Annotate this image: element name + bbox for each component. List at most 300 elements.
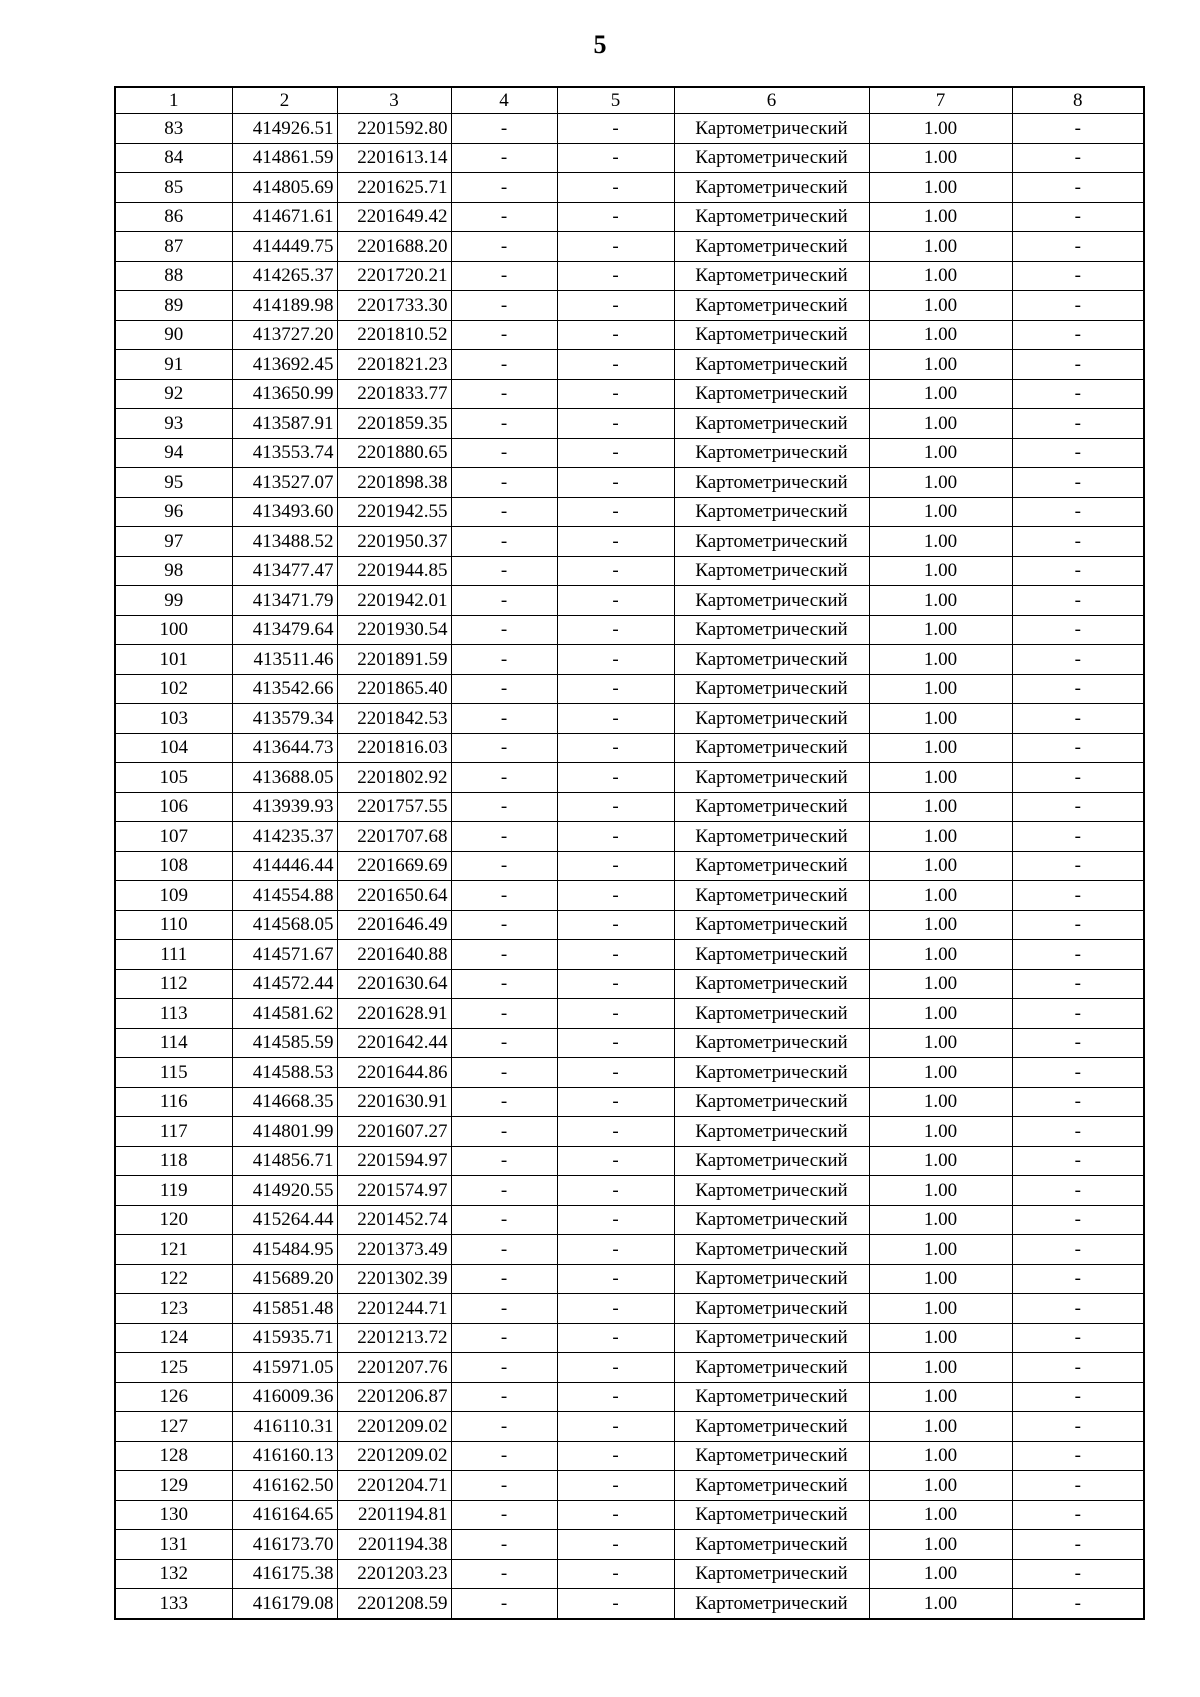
cell-y-coordinate: 2201452.74 [337,1205,451,1235]
cell-point-number: 121 [115,1235,232,1265]
cell-col-8: - [1012,320,1144,350]
table-row [115,763,1144,793]
table-row [115,202,1144,232]
cell-col-8: - [1012,379,1144,409]
cell-accuracy: 1.00 [869,999,1012,1029]
cell-y-coordinate: 2201669.69 [337,851,451,881]
cell-col-4: - [451,615,557,645]
cell-col-5: - [557,556,674,586]
cell-point-number: 128 [115,1441,232,1471]
cell-y-coordinate: 2201944.85 [337,556,451,586]
cell-col-8: - [1012,232,1144,262]
cell-col-8: - [1012,733,1144,763]
cell-y-coordinate: 2201865.40 [337,674,451,704]
cell-col-5: - [557,1353,674,1383]
cell-accuracy: 1.00 [869,232,1012,262]
cell-y-coordinate: 2201733.30 [337,291,451,321]
column-header-7: 7 [869,87,1012,114]
cell-method: Картометрический [674,1087,869,1117]
cell-col-5: - [557,1146,674,1176]
cell-point-number: 83 [115,114,232,144]
cell-method: Картометрический [674,792,869,822]
cell-point-number: 86 [115,202,232,232]
cell-method: Картометрический [674,556,869,586]
cell-x-coordinate: 414668.35 [232,1087,337,1117]
cell-col-4: - [451,291,557,321]
cell-col-4: - [451,350,557,380]
cell-col-8: - [1012,468,1144,498]
cell-col-8: - [1012,881,1144,911]
cell-col-4: - [451,1382,557,1412]
cell-accuracy: 1.00 [869,615,1012,645]
cell-y-coordinate: 2201644.86 [337,1058,451,1088]
cell-col-4: - [451,969,557,999]
cell-accuracy: 1.00 [869,350,1012,380]
cell-col-4: - [451,822,557,852]
table-row [115,645,1144,675]
cell-point-number: 117 [115,1117,232,1147]
cell-col-8: - [1012,1087,1144,1117]
cell-method: Картометрический [674,291,869,321]
cell-y-coordinate: 2201688.20 [337,232,451,262]
cell-point-number: 91 [115,350,232,380]
cell-col-8: - [1012,645,1144,675]
cell-y-coordinate: 2201592.80 [337,114,451,144]
page-number: 5 [593,30,607,59]
cell-x-coordinate: 415264.44 [232,1205,337,1235]
cell-col-4: - [451,792,557,822]
cell-y-coordinate: 2201628.91 [337,999,451,1029]
cell-col-4: - [451,379,557,409]
cell-x-coordinate: 416164.65 [232,1500,337,1530]
cell-x-coordinate: 414588.53 [232,1058,337,1088]
cell-y-coordinate: 2201373.49 [337,1235,451,1265]
table-row [115,556,1144,586]
cell-x-coordinate: 414920.55 [232,1176,337,1206]
table-row [115,822,1144,852]
cell-accuracy: 1.00 [869,1382,1012,1412]
cell-accuracy: 1.00 [869,1294,1012,1324]
cell-method: Картометрический [674,438,869,468]
cell-col-8: - [1012,291,1144,321]
cell-col-4: - [451,1500,557,1530]
cell-x-coordinate: 414926.51 [232,114,337,144]
cell-method: Картометрический [674,202,869,232]
cell-col-8: - [1012,1294,1144,1324]
cell-accuracy: 1.00 [869,763,1012,793]
table-row [115,114,1144,144]
cell-col-4: - [451,143,557,173]
cell-col-5: - [557,261,674,291]
cell-col-8: - [1012,969,1144,999]
cell-col-5: - [557,645,674,675]
cell-method: Картометрический [674,645,869,675]
cell-col-5: - [557,822,674,852]
cell-col-8: - [1012,173,1144,203]
cell-method: Картометрический [674,999,869,1029]
cell-y-coordinate: 2201891.59 [337,645,451,675]
cell-col-8: - [1012,615,1144,645]
cell-col-8: - [1012,438,1144,468]
column-header-3: 3 [337,87,451,114]
cell-accuracy: 1.00 [869,881,1012,911]
cell-col-5: - [557,999,674,1029]
table-row [115,1294,1144,1324]
table-row [115,851,1144,881]
cell-accuracy: 1.00 [869,1471,1012,1501]
cell-y-coordinate: 2201209.02 [337,1441,451,1471]
cell-accuracy: 1.00 [869,1235,1012,1265]
cell-method: Картометрический [674,1176,869,1206]
cell-method: Картометрический [674,1028,869,1058]
cell-y-coordinate: 2201630.91 [337,1087,451,1117]
cell-x-coordinate: 413479.64 [232,615,337,645]
cell-accuracy: 1.00 [869,1117,1012,1147]
cell-y-coordinate: 2201208.59 [337,1589,451,1619]
cell-method: Картометрический [674,1382,869,1412]
cell-accuracy: 1.00 [869,438,1012,468]
cell-y-coordinate: 2201859.35 [337,409,451,439]
cell-col-5: - [557,1412,674,1442]
cell-x-coordinate: 414446.44 [232,851,337,881]
cell-accuracy: 1.00 [869,497,1012,527]
cell-col-4: - [451,1353,557,1383]
cell-x-coordinate: 414861.59 [232,143,337,173]
cell-accuracy: 1.00 [869,468,1012,498]
cell-col-4: - [451,497,557,527]
cell-accuracy: 1.00 [869,173,1012,203]
cell-method: Картометрический [674,674,869,704]
cell-y-coordinate: 2201574.97 [337,1176,451,1206]
cell-col-8: - [1012,851,1144,881]
cell-x-coordinate: 414801.99 [232,1117,337,1147]
cell-y-coordinate: 2201302.39 [337,1264,451,1294]
cell-method: Картометрический [674,143,869,173]
cell-col-5: - [557,114,674,144]
cell-y-coordinate: 2201930.54 [337,615,451,645]
cell-y-coordinate: 2201607.27 [337,1117,451,1147]
table-row [115,586,1144,616]
table-row [115,969,1144,999]
cell-col-5: - [557,1294,674,1324]
cell-col-5: - [557,792,674,822]
cell-col-5: - [557,851,674,881]
cell-col-5: - [557,881,674,911]
cell-col-8: - [1012,1382,1144,1412]
table-row [115,910,1144,940]
cell-method: Картометрический [674,1235,869,1265]
cell-x-coordinate: 414235.37 [232,822,337,852]
cell-point-number: 97 [115,527,232,557]
cell-col-5: - [557,969,674,999]
cell-method: Картометрический [674,969,869,999]
cell-col-5: - [557,438,674,468]
cell-col-5: - [557,379,674,409]
cell-method: Картометрический [674,1559,869,1589]
cell-col-5: - [557,497,674,527]
table-row [115,1264,1144,1294]
cell-col-5: - [557,173,674,203]
cell-x-coordinate: 413587.91 [232,409,337,439]
cell-col-8: - [1012,527,1144,557]
cell-method: Картометрический [674,1205,869,1235]
cell-y-coordinate: 2201209.02 [337,1412,451,1442]
cell-col-4: - [451,468,557,498]
cell-col-4: - [451,910,557,940]
cell-y-coordinate: 2201833.77 [337,379,451,409]
cell-method: Картометрический [674,881,869,911]
cell-col-5: - [557,1530,674,1560]
cell-method: Картометрический [674,1589,869,1619]
table-row [115,232,1144,262]
cell-col-5: - [557,1028,674,1058]
cell-y-coordinate: 2201630.64 [337,969,451,999]
cell-y-coordinate: 2201642.44 [337,1028,451,1058]
cell-x-coordinate: 413488.52 [232,527,337,557]
cell-col-8: - [1012,1500,1144,1530]
cell-point-number: 111 [115,940,232,970]
cell-y-coordinate: 2201594.97 [337,1146,451,1176]
table-row [115,350,1144,380]
cell-col-8: - [1012,261,1144,291]
cell-method: Картометрический [674,1412,869,1442]
cell-y-coordinate: 2201194.38 [337,1530,451,1560]
cell-accuracy: 1.00 [869,645,1012,675]
cell-col-8: - [1012,1530,1144,1560]
cell-col-8: - [1012,704,1144,734]
cell-x-coordinate: 413688.05 [232,763,337,793]
table-row [115,291,1144,321]
cell-col-4: - [451,645,557,675]
cell-x-coordinate: 413477.47 [232,556,337,586]
cell-x-coordinate: 413471.79 [232,586,337,616]
cell-col-5: - [557,1589,674,1619]
cell-accuracy: 1.00 [869,822,1012,852]
cell-accuracy: 1.00 [869,1441,1012,1471]
cell-point-number: 112 [115,969,232,999]
cell-col-5: - [557,291,674,321]
cell-method: Картометрический [674,1058,869,1088]
cell-col-5: - [557,704,674,734]
cell-method: Картометрический [674,527,869,557]
cell-col-5: - [557,1441,674,1471]
table-body [115,114,1144,1619]
cell-x-coordinate: 413542.66 [232,674,337,704]
cell-accuracy: 1.00 [869,969,1012,999]
cell-col-4: - [451,1471,557,1501]
table-row [115,1205,1144,1235]
cell-col-8: - [1012,1412,1144,1442]
cell-method: Картометрический [674,1353,869,1383]
cell-col-4: - [451,1235,557,1265]
cell-accuracy: 1.00 [869,792,1012,822]
cell-accuracy: 1.00 [869,556,1012,586]
cell-point-number: 133 [115,1589,232,1619]
cell-col-4: - [451,1176,557,1206]
cell-y-coordinate: 2201942.01 [337,586,451,616]
cell-point-number: 92 [115,379,232,409]
cell-x-coordinate: 414449.75 [232,232,337,262]
cell-col-5: - [557,143,674,173]
table-row [115,409,1144,439]
cell-col-8: - [1012,1058,1144,1088]
cell-method: Картометрический [674,1294,869,1324]
cell-y-coordinate: 2201880.65 [337,438,451,468]
cell-method: Картометрический [674,379,869,409]
header-row [115,87,1144,114]
cell-col-4: - [451,1146,557,1176]
table-row [115,1323,1144,1353]
cell-x-coordinate: 415971.05 [232,1353,337,1383]
cell-col-8: - [1012,1028,1144,1058]
cell-x-coordinate: 414805.69 [232,173,337,203]
cell-accuracy: 1.00 [869,1087,1012,1117]
cell-col-8: - [1012,1353,1144,1383]
cell-y-coordinate: 2201649.42 [337,202,451,232]
cell-col-4: - [451,1323,557,1353]
cell-x-coordinate: 415689.20 [232,1264,337,1294]
cell-method: Картометрический [674,173,869,203]
cell-accuracy: 1.00 [869,910,1012,940]
cell-x-coordinate: 413644.73 [232,733,337,763]
cell-col-8: - [1012,1323,1144,1353]
cell-y-coordinate: 2201640.88 [337,940,451,970]
cell-accuracy: 1.00 [869,291,1012,321]
cell-col-4: - [451,1058,557,1088]
cell-col-8: - [1012,792,1144,822]
cell-col-5: - [557,232,674,262]
cell-col-4: - [451,1294,557,1324]
cell-x-coordinate: 413727.20 [232,320,337,350]
cell-col-5: - [557,320,674,350]
cell-col-5: - [557,527,674,557]
cell-col-4: - [451,1028,557,1058]
cell-col-8: - [1012,409,1144,439]
column-header-8: 8 [1012,87,1144,114]
table-row [115,1353,1144,1383]
cell-col-4: - [451,999,557,1029]
cell-y-coordinate: 2201942.55 [337,497,451,527]
cell-x-coordinate: 414189.98 [232,291,337,321]
cell-col-8: - [1012,1205,1144,1235]
column-header-5: 5 [557,87,674,114]
cell-col-5: - [557,615,674,645]
cell-accuracy: 1.00 [869,1412,1012,1442]
cell-x-coordinate: 415484.95 [232,1235,337,1265]
table-row [115,1235,1144,1265]
table-row [115,320,1144,350]
cell-x-coordinate: 416009.36 [232,1382,337,1412]
cell-col-8: - [1012,1146,1144,1176]
cell-col-4: - [451,1264,557,1294]
cell-col-5: - [557,1176,674,1206]
cell-col-8: - [1012,586,1144,616]
cell-col-4: - [451,1087,557,1117]
cell-accuracy: 1.00 [869,704,1012,734]
cell-col-8: - [1012,674,1144,704]
cell-col-4: - [451,173,557,203]
cell-point-number: 107 [115,822,232,852]
cell-col-4: - [451,763,557,793]
table-row [115,1530,1144,1560]
cell-y-coordinate: 2201203.23 [337,1559,451,1589]
cell-point-number: 125 [115,1353,232,1383]
cell-accuracy: 1.00 [869,1500,1012,1530]
cell-x-coordinate: 416175.38 [232,1559,337,1589]
cell-col-4: - [451,320,557,350]
cell-x-coordinate: 414554.88 [232,881,337,911]
cell-method: Картометрический [674,261,869,291]
cell-accuracy: 1.00 [869,320,1012,350]
cell-method: Картометрический [674,1323,869,1353]
cell-y-coordinate: 2201213.72 [337,1323,451,1353]
cell-y-coordinate: 2201816.03 [337,733,451,763]
cell-point-number: 101 [115,645,232,675]
cell-method: Картометрический [674,409,869,439]
cell-accuracy: 1.00 [869,409,1012,439]
table-row [115,143,1144,173]
cell-x-coordinate: 413939.93 [232,792,337,822]
cell-col-5: - [557,1471,674,1501]
cell-y-coordinate: 2201720.21 [337,261,451,291]
cell-col-5: - [557,1235,674,1265]
cell-accuracy: 1.00 [869,940,1012,970]
cell-col-5: - [557,763,674,793]
cell-method: Картометрический [674,320,869,350]
cell-point-number: 105 [115,763,232,793]
cell-col-5: - [557,468,674,498]
cell-point-number: 113 [115,999,232,1029]
cell-col-4: - [451,438,557,468]
table-row [115,1146,1144,1176]
table-row [115,999,1144,1029]
table-row [115,1441,1144,1471]
cell-col-8: - [1012,910,1144,940]
column-header-6: 6 [674,87,869,114]
cell-y-coordinate: 2201842.53 [337,704,451,734]
table-row [115,881,1144,911]
cell-x-coordinate: 416162.50 [232,1471,337,1501]
cell-col-4: - [451,556,557,586]
cell-col-5: - [557,674,674,704]
cell-col-8: - [1012,1471,1144,1501]
table-row [115,792,1144,822]
cell-accuracy: 1.00 [869,851,1012,881]
cell-point-number: 104 [115,733,232,763]
table-row [115,1471,1144,1501]
cell-y-coordinate: 2201810.52 [337,320,451,350]
cell-x-coordinate: 413511.46 [232,645,337,675]
cell-accuracy: 1.00 [869,527,1012,557]
cell-accuracy: 1.00 [869,1176,1012,1206]
cell-col-8: - [1012,1559,1144,1589]
table-row [115,1087,1144,1117]
cell-y-coordinate: 2201802.92 [337,763,451,793]
cell-col-4: - [451,261,557,291]
cell-method: Картометрический [674,1530,869,1560]
cell-method: Картометрический [674,1500,869,1530]
cell-point-number: 116 [115,1087,232,1117]
cell-method: Картометрический [674,586,869,616]
cell-col-8: - [1012,114,1144,144]
cell-col-4: - [451,1412,557,1442]
cell-point-number: 124 [115,1323,232,1353]
table-row [115,527,1144,557]
cell-col-5: - [557,1382,674,1412]
cell-point-number: 90 [115,320,232,350]
cell-col-4: - [451,409,557,439]
cell-accuracy: 1.00 [869,1559,1012,1589]
